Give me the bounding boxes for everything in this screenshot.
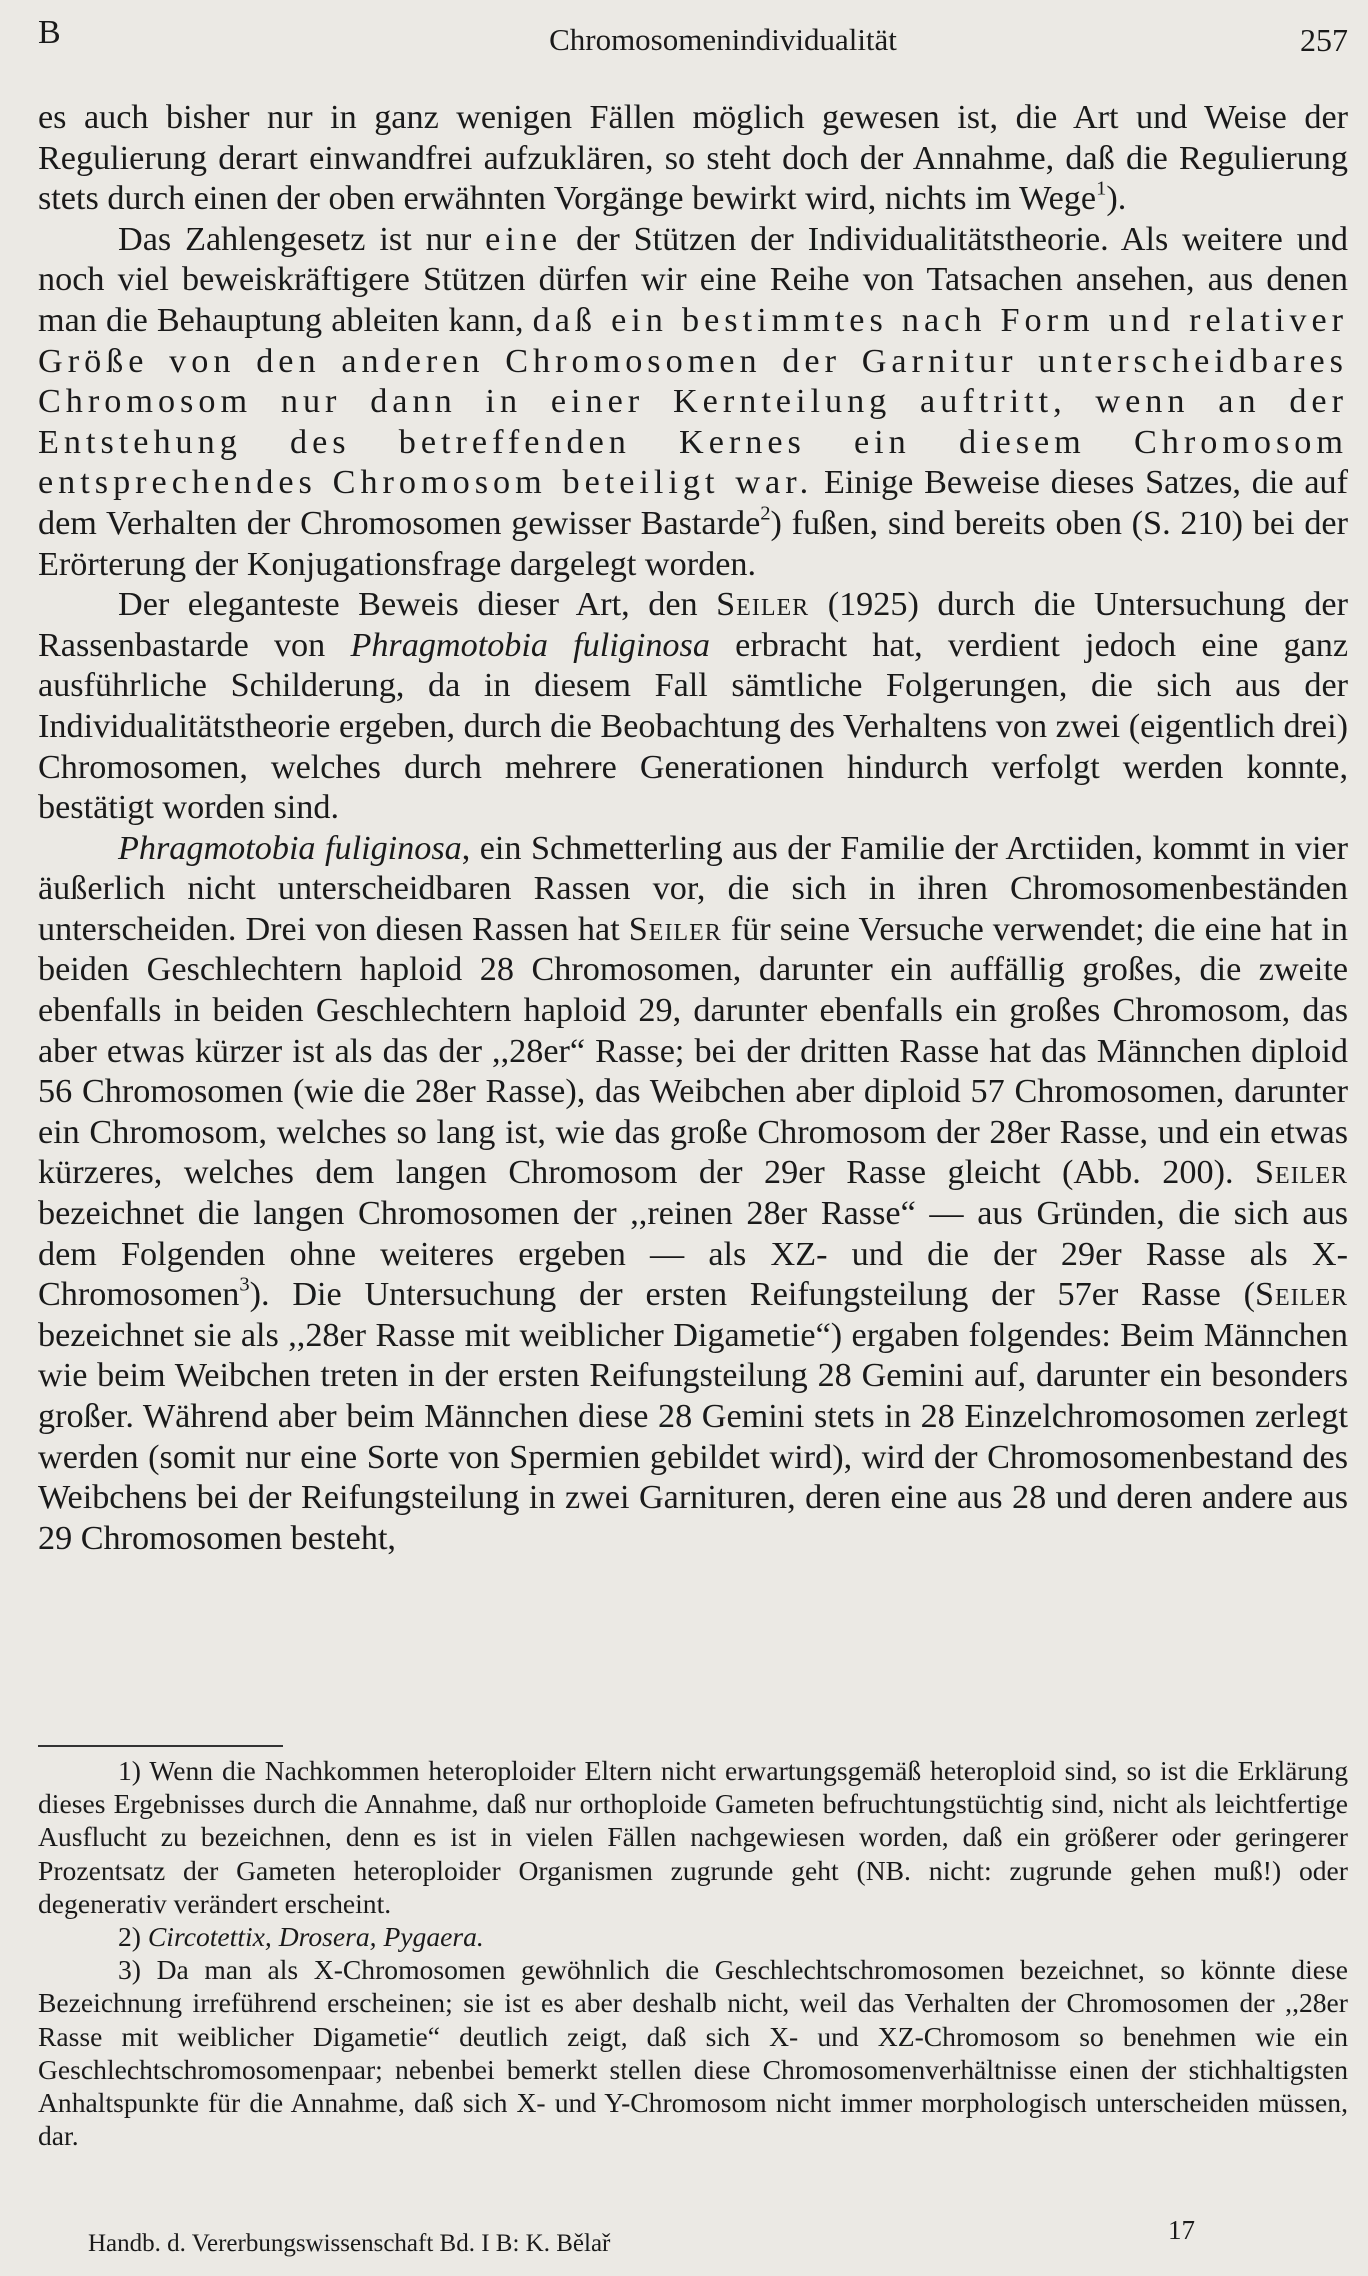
species-name: Phragmotobia fuliginosa <box>118 829 462 867</box>
author-name: Seiler <box>716 586 810 624</box>
footnote-2: 2) Circotettix, Drosera, Pygaera. <box>118 1921 484 1953</box>
page-number: 257 <box>1300 22 1348 58</box>
species-name: Phragmotobia fuliginosa <box>350 626 710 664</box>
paragraph-2: Das Zahlengesetz ist nur eine der Stützen der Individualitätstheorie. Als weitere und noch viel beweiskräftigere Stützen dürfen wir eine Reihe von Tatsachen ansehen, aus denen man die Behauptung ableiten kann, daß ein bestimmtes nach Form und relativer Größe von den anderen Chromosomen der Garnitur unterscheidbares Chromosom nur dann in einer Kernteilung auftritt, wenn an der Entstehung des betreffenden Kernes ein diesem Chromosom entsprechendes Chromosom beteiligt war. Einige Beweise dieses Satzes, die auf dem Verhalten der Chromosomen gewisser Bastarde$^2$) fußen, sind bereits oben (S. 210) bei der Erörterung der Konjugationsfrage dargelegt worden. <box>38 220 1349 583</box>
paragraph-4: Phragmotobia fuliginosa, ein Schmetterling aus der Familie der Arctiiden, kommt in vier äußerlich nicht unterscheidbaren Rassen vor, die sich in ihren Chromosomenbeständen unterscheiden. Drei von diesen Rassen hat Seiler für seine Versuche verwendet; die eine hat in beiden Geschlechtern haploid 28 Chromosomen, darunter ein auffällig großes, die zweite ebenfalls in beiden Geschlechtern haploid 29, darunter ebenfalls ein großes Chromosom, das aber etwas kürzer ist als das der ,,28er“ Rasse; bei der dritten Rasse hat das Männchen diploid 56 Chromosomen (wie die 28er Rasse), das Weibchen aber diploid 57 Chromosomen, darunter ein Chromosom, welches so lang ist, wie das große Chromosom der 28er Rasse, und ein etwas kürzeres, welches dem langen Chromosom der 29er Rasse gleicht (Abb. 200). Seiler bezeichnet die langen Chromosomen der ,,reinen 28er Rasse“ — aus Gründen, die sich aus dem Folgenden ohne weiteres ergeben — als XZ- und die der 29er Rasse als X-Chromosomen$^3$). Die Untersuchung der ersten Reifungsteilung der 57er Rasse (Seiler bezeichnet sie als ,,28er Rasse mit weiblicher Digametie“) ergaben folgendes: Beim Männchen wie beim Weibchen treten in der ersten Reifungsteilung 28 Gemini auf, darunter ein besonders großer. Während aber beim Männchen diese 28 Gemini stets in 28 Einzelchromosomen zerlegt werden (somit nur eine Sorte von Spermien gebildet wird), wird der Chromosomenbestand des Weibchens bei der Reifungsteilung in zwei Garnituren, deren eine aus 28 und deren andere aus 29 Chromosomen besteht, <box>38 829 1349 1557</box>
footnotes <box>38 1754 1348 2152</box>
footnote-ref-1: 1 <box>1096 177 1107 200</box>
emphasis-eine: eine <box>485 220 563 258</box>
section-signature: B <box>38 14 61 51</box>
paragraph-3: Der eleganteste Beweis dieser Art, den Seiler (1925) durch die Untersuchung der Rassenbastarde von Phragmotobia fuliginosa erbracht hat, verdient jedoch eine ganz ausführliche Schilderung, da in diesem Fall sämtliche Folgerungen, die sich aus der Individualitätstheorie ergeben, durch die Beobachtung des Verhaltens von zwei (eigentlich drei) Chromosomen, welches durch mehrere Generationen hindurch verfolgt werden konnte, bestätigt worden sind. <box>38 586 1349 827</box>
sheet-number: 17 <box>1168 2215 1195 2245</box>
running-title: Chromosomenindividualität <box>549 22 897 57</box>
author-name: Seiler <box>628 910 722 948</box>
emphasized-thesis: daß ein bestimmtes nach Form und relativer Größe von den anderen Chromosomen der Garnitur unterscheidbares Chromosom nur dann in einer Kernteilung auftritt, wenn an der Entstehung des betreffenden Kernes ein diesem Chromosom entsprechendes Chromosom beteiligt war. <box>38 301 1349 502</box>
page-header <box>38 14 1348 62</box>
author-name: Seiler <box>1255 1154 1349 1192</box>
main-text <box>38 98 1348 1559</box>
footnote-ref-3: 3 <box>239 1273 250 1296</box>
footnote-3: 3) Da man als X-Chromosomen gewöhnlich die Geschlechtschromosomen bezeichnet, so könnte diese Bezeichnung irreführend erscheinen; sie ist es aber deshalb nicht, weil das Verhalten der Chromosomen der ,,28er Rasse mit weiblicher Digametie“ deutlich zeigt, daß sich X- und XZ-Chromosom so benehmen wie ein Geschlechtschromosomenpaar; nebenbei bemerkt stellen diese Chromosomenverhältnisse einen der stichhaltigsten Anhaltspunkte für die Annahme, daß sich X- und Y-Chromosom nicht immer morphologisch unterscheiden müssen, dar. <box>38 1954 1348 2152</box>
footnote-ref-2: 2 <box>760 502 771 525</box>
footnote-1: 1) Wenn die Nachkommen heteroploider Eltern nicht erwartungsgemäß heteroploid sind, so ist die Erklärung dieses Ergebnisses durch die Annahme, daß nur orthoploide Gameten befruchtungstüchtig sind, nicht als leichtfertige Ausflucht zu bezeichnen, denn es ist in vielen Fällen nachgewiesen worden, daß ein größerer oder geringerer Prozentsatz der Gameten heteroploider Organismen zugrunde geht (NB. nicht: zugrunde gehen muß!) oder degenerativ verändert erscheint. <box>38 1755 1348 1919</box>
footer-source: Handb. d. Vererbungswissenschaft Bd. I B: K. Bělař <box>88 2230 611 2257</box>
footnote-divider <box>38 1745 283 1747</box>
paragraph-1: es auch bisher nur in ganz wenigen Fällen möglich gewesen ist, die Art und Weise der Regulierung derart einwandfrei aufzuklären, so steht doch der Annahme, daß die Regulierung stets durch einen der oben erwähnten Vorgänge bewirkt wird, nichts im Wege$^1$). <box>38 99 1348 218</box>
author-name: Seiler <box>1255 1276 1348 1314</box>
